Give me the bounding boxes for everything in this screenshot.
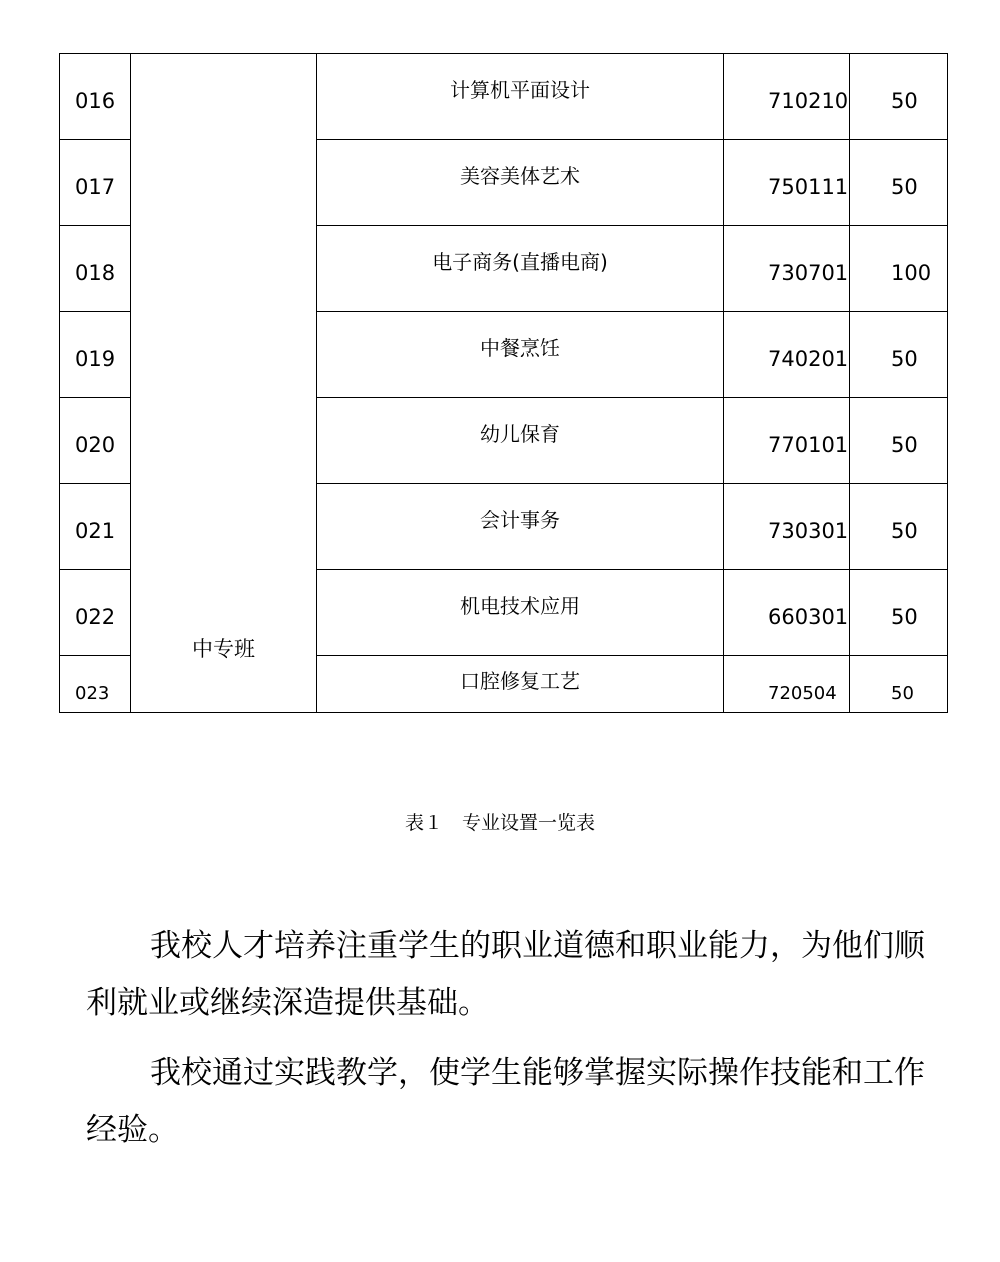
table-row xyxy=(60,54,948,140)
enrollment-count: 50 xyxy=(850,484,948,570)
major-name: 电子商务(直播电商) xyxy=(317,226,724,312)
major-name: 美容美体艺术 xyxy=(317,140,724,226)
major-code: 720504 xyxy=(724,656,850,713)
major-name: 机电技术应用 xyxy=(317,570,724,656)
row-seq: 016 xyxy=(60,54,131,140)
major-code: 750111 xyxy=(724,140,850,226)
enrollment-count: 50 xyxy=(850,140,948,226)
class-type-cell: 中专班 xyxy=(131,54,317,713)
body-paragraph: 我校通过实践教学，使学生能够掌握实际操作技能和工作经验。 xyxy=(86,1055,925,1148)
enrollment-count: 100 xyxy=(850,226,948,312)
major-code: 770101 xyxy=(724,398,850,484)
major-code: 730301 xyxy=(724,484,850,570)
major-name: 幼儿保育 xyxy=(317,398,724,484)
major-code: 730701 xyxy=(724,226,850,312)
major-name: 会计事务 xyxy=(317,484,724,570)
row-seq: 018 xyxy=(60,226,131,312)
major-code: 740201 xyxy=(724,312,850,398)
row-seq: 021 xyxy=(60,484,131,570)
row-seq: 023 xyxy=(60,656,131,713)
enrollment-count: 50 xyxy=(850,398,948,484)
major-settings-table xyxy=(59,53,948,713)
row-seq: 020 xyxy=(60,398,131,484)
major-code: 710210 xyxy=(724,54,850,140)
row-seq: 017 xyxy=(60,140,131,226)
major-code: 660301 xyxy=(724,570,850,656)
major-name: 计算机平面设计 xyxy=(317,54,724,140)
major-name: 口腔修复工艺 xyxy=(317,656,724,713)
table-caption: 表１ 专业设置一览表 xyxy=(404,812,595,834)
enrollment-count: 50 xyxy=(850,570,948,656)
enrollment-count: 50 xyxy=(850,312,948,398)
body-paragraph: 我校人才培养注重学生的职业道德和职业能力，为他们顺利就业或继续深造提供基础。 xyxy=(86,928,925,1021)
enrollment-count: 50 xyxy=(850,54,948,140)
major-name: 中餐烹饪 xyxy=(317,312,724,398)
enrollment-count: 50 xyxy=(850,656,948,713)
row-seq: 019 xyxy=(60,312,131,398)
row-seq: 022 xyxy=(60,570,131,656)
